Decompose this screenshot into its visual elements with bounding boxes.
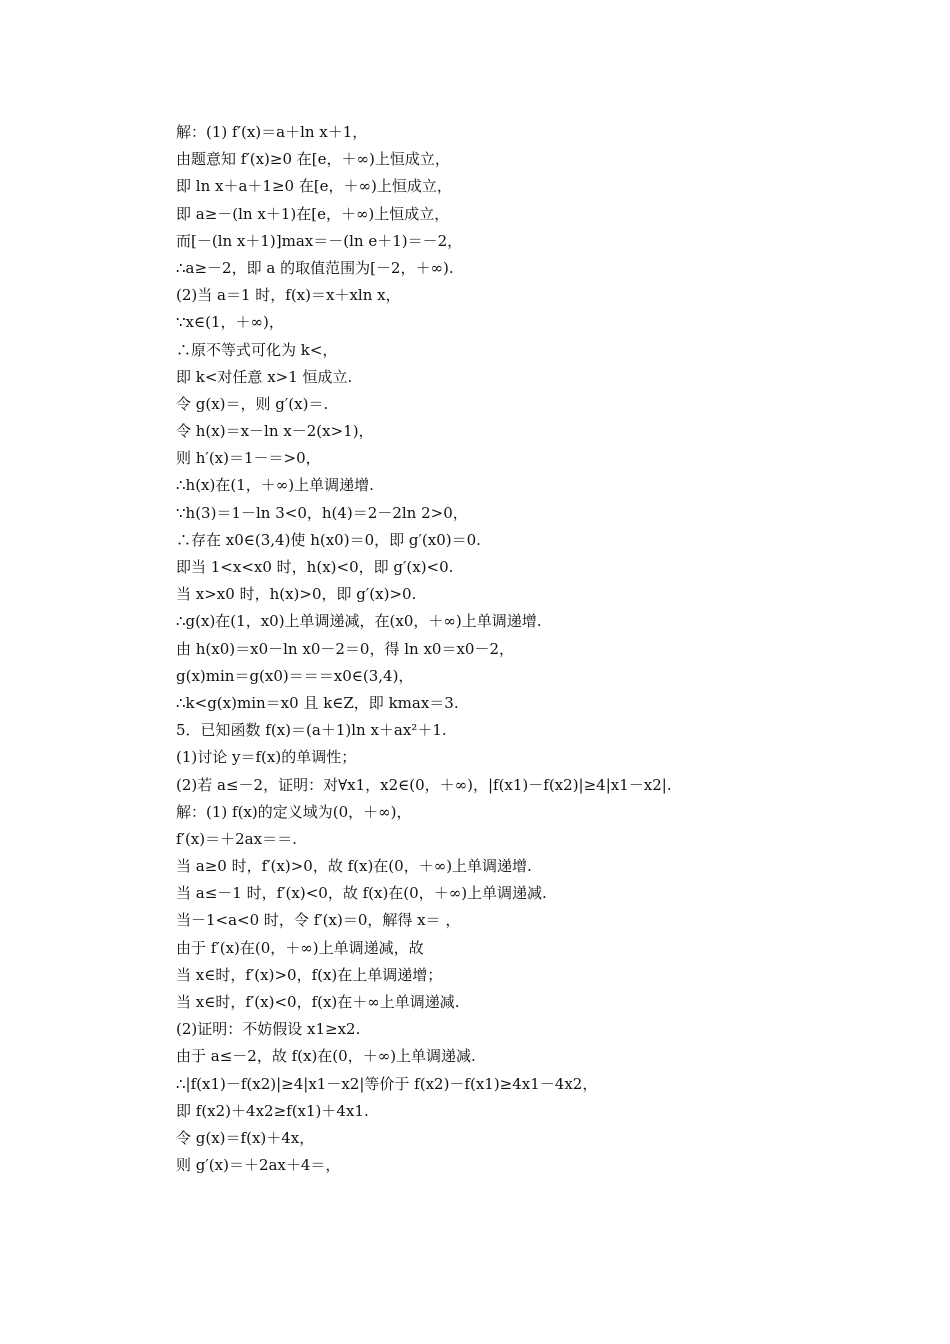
text-line: 当 a≥0 时，f′(x)>0，故 f(x)在(0，＋∞)上单调递增. (176, 857, 532, 876)
text-line: (2)证明：不妨假设 x1≥x2. (176, 1020, 361, 1039)
text-line: 解：(1) f(x)的定义域为(0，＋∞)， (176, 802, 412, 821)
text-line: ∵x∈(1，＋∞)， (176, 313, 284, 332)
text-line: 令 g(x)＝f(x)＋4x， (176, 1128, 315, 1147)
text-line: f′(x)＝＋2ax＝＝. (176, 829, 297, 848)
text-line: ∴g(x)在(1，x0)上单调递减，在(x0，＋∞)上单调递增. (176, 612, 542, 631)
text-line: 则 h′(x)＝1－＝>0， (176, 449, 321, 468)
text-line: 由于 a≤－2，故 f(x)在(0，＋∞)上单调递减. (176, 1047, 476, 1066)
problem-5-statement: 5．已知函数 f(x)＝(a＋1)ln x＋ax²＋1. (176, 721, 447, 740)
text-line: 而[－(ln x＋1)]max＝－(ln e＋1)＝－2， (176, 231, 463, 250)
text-line: 由于 f′(x)在(0，＋∞)上单调递减，故 (176, 938, 424, 957)
text-line: ∴原不等式可化为 k<， (176, 340, 338, 359)
problem-5-part-2: (2)若 a≤－2，证明：对∀x1，x2∈(0，＋∞)，|f(x1)－f(x2)|≥4|x1－x2|. (176, 775, 672, 794)
text-line: 解：(1) f′(x)＝a＋ln x＋1， (176, 123, 368, 141)
text-line: ∴|f(x1)－f(x2)|≥4|x1－x2|等价于 f(x2)－f(x1)≥4x1－4x2， (176, 1074, 598, 1093)
text-line: 令 g(x)＝，则 g′(x)＝. (176, 394, 329, 413)
text-line: 当 a≤－1 时，f′(x)<0，故 f(x)在(0，＋∞)上单调递减. (176, 884, 547, 903)
text-line: 即 ln x＋a＋1≥0 在[e，＋∞)上恒成立， (176, 177, 452, 196)
text-line: ∴h(x)在(1，＋∞)上单调递增. (176, 476, 374, 495)
text-line: 由题意知 f′(x)≥0 在[e，＋∞)上恒成立， (176, 150, 450, 169)
text-line: 当 x∈时，f′(x)<0，f(x)在＋∞上单调递减. (176, 993, 460, 1011)
text-line: ∴a≥－2，即 a 的取值范围为[－2，＋∞). (176, 258, 454, 277)
text-line: 即 f(x2)＋4x2≥f(x1)＋4x1. (176, 1101, 369, 1120)
text-line: (2)当 a＝1 时，f(x)＝x＋xln x， (176, 286, 401, 305)
text-line: 当－1<a<0 时，令 f′(x)＝0，解得 x＝ ， (176, 911, 461, 930)
text-line: 即当 1<x<x0 时，h(x)<0，即 g′(x)<0. (176, 558, 454, 576)
solution-text-block (176, 119, 816, 1179)
text-line: 即 a≥－(ln x＋1)在[e，＋∞)上恒成立， (176, 204, 450, 223)
text-line: 即 k<对任意 x>1 恒成立. (176, 367, 353, 386)
text-line: ∵h(3)＝1－ln 3<0，h(4)＝2－2ln 2>0， (176, 503, 468, 522)
text-line: 则 g′(x)＝＋2ax＋4＝， (176, 1156, 341, 1175)
text-line: 令 h(x)＝x－ln x－2(x>1)， (176, 422, 374, 441)
text-line: 当 x∈时，f′(x)>0，f(x)在上单调递增； (176, 965, 443, 984)
problem-5-part-1: (1)讨论 y＝f(x)的单调性； (176, 748, 357, 767)
text-line: 由 h(x0)＝x0－ln x0－2＝0，得 ln x0＝x0－2， (176, 639, 514, 658)
text-line: g(x)min＝g(x0)＝＝＝x0∈(3,4)， (176, 666, 414, 685)
text-line: ∴存在 x0∈(3,4)使 h(x0)＝0，即 g′(x0)＝0. (176, 530, 481, 549)
text-line: 当 x>x0 时，h(x)>0，即 g′(x)>0. (176, 585, 417, 604)
text-line: ∴k<g(x)min＝x0 且 k∈Z，即 kmax＝3. (176, 693, 459, 712)
